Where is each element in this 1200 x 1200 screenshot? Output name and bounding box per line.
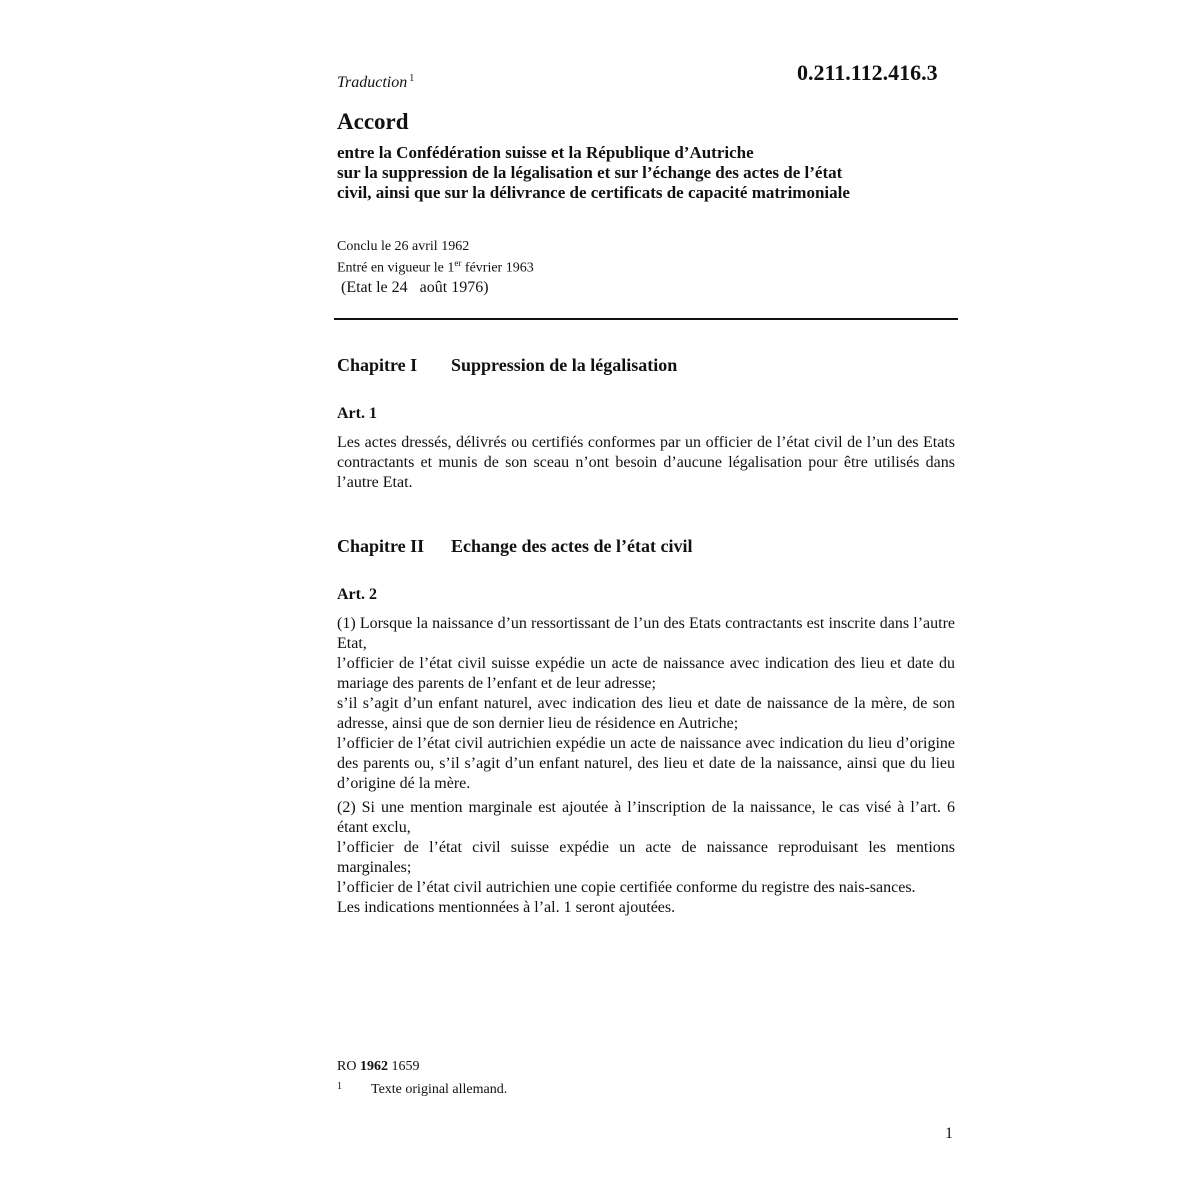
paragraph: (1) Lorsque la naissance d’un ressortissant de l’un des Etats contractants est inscrite dans l’autre Etat, bbox=[337, 615, 955, 652]
subtitle-line: sur la suppression de la légalisation et sur l’échange des actes de l’état bbox=[337, 163, 843, 182]
paragraph: l’officier de l’état civil suisse expédie un acte de naissance avec indication des lieu et date du mariage des parents de l’enfant et de leur adresse; bbox=[337, 655, 955, 692]
sr-number: 0.211.112.416.3 bbox=[797, 60, 938, 85]
header-divider bbox=[334, 318, 958, 320]
paragraph: l’officier de l’état civil suisse expédie un acte de naissance reproduisant les mentions marginales; bbox=[337, 839, 955, 876]
chapter-title: Echange des actes de l’état civil bbox=[451, 536, 693, 556]
translation-text: Traduction bbox=[337, 74, 408, 91]
footnote-text: Texte original allemand. bbox=[371, 1082, 508, 1097]
dates-block bbox=[337, 238, 534, 277]
page-number: 1 bbox=[945, 1125, 953, 1142]
chapter-number: Chapitre II bbox=[337, 536, 425, 556]
entry-text-end: février 1963 bbox=[461, 260, 534, 276]
subtitle-line: civil, ainsi que sur la délivrance de certificats de capacité matrimoniale bbox=[337, 183, 850, 202]
paragraph: s’il s’agit d’un enfant naturel, avec indication des lieu et date de naissance de la mère, de son adresse, ainsi que de son dernier lieu de résidence en Autriche; bbox=[337, 695, 955, 732]
ro-prefix: RO bbox=[337, 1059, 360, 1074]
paragraph: l’officier de l’état civil autrichien une copie certifiée conforme du registre des nais-sances. bbox=[337, 879, 916, 896]
subtitle-line: entre la Confédération suisse et la République d’Autriche bbox=[337, 143, 754, 162]
footnote-number: 1 bbox=[337, 1081, 342, 1092]
paragraph: Les indications mentionnées à l’al. 1 seront ajoutées. bbox=[337, 899, 676, 916]
article-text bbox=[337, 433, 955, 493]
chapter-number: Chapitre I bbox=[337, 355, 418, 375]
paragraph: Les actes dressés, délivrés ou certifiés conformes par un officier de l’état civil de l’un des Etats contractants et munis de son sceau n’ont besoin d’aucune légalisation pour être utilisés dans l’autre Etat. bbox=[337, 434, 955, 491]
entry-text: Entré en vigueur le 1 bbox=[337, 260, 455, 276]
chapter-heading bbox=[337, 355, 677, 376]
concluded-date: Conclu le 26 avril 1962 bbox=[337, 239, 470, 254]
article-heading: Art. 1 bbox=[337, 405, 377, 422]
entry-into-force-date bbox=[337, 255, 534, 277]
status-date: (Etat le 24 août 1976) bbox=[341, 279, 489, 296]
paragraph: l’officier de l’état civil autrichien expédie un acte de naissance avec indication du lieu d’origine des parents ou, s’il s’agit d’un enfant naturel, des lieu et date de la naissance, ainsi que du lieu d’origine dé la mère. bbox=[337, 735, 955, 792]
chapter-title: Suppression de la légalisation bbox=[451, 355, 678, 375]
ro-reference bbox=[337, 1059, 419, 1075]
ro-page: 1659 bbox=[387, 1059, 420, 1074]
translation-label bbox=[337, 73, 414, 92]
article-text bbox=[337, 614, 955, 918]
footnote-ref[interactable]: 1 bbox=[409, 73, 415, 84]
article-heading: Art. 2 bbox=[337, 586, 377, 603]
paragraph: (2) Si une mention marginale est ajoutée à l’inscription de la naissance, le cas visé à l’art. 6 étant exclu, bbox=[337, 799, 955, 836]
document-subtitle bbox=[337, 143, 957, 203]
document-title: Accord bbox=[337, 109, 409, 134]
ro-year: 1962 bbox=[359, 1059, 388, 1074]
footnote bbox=[337, 1081, 507, 1098]
chapter-heading bbox=[337, 536, 692, 557]
entry-sup: er bbox=[454, 258, 462, 268]
